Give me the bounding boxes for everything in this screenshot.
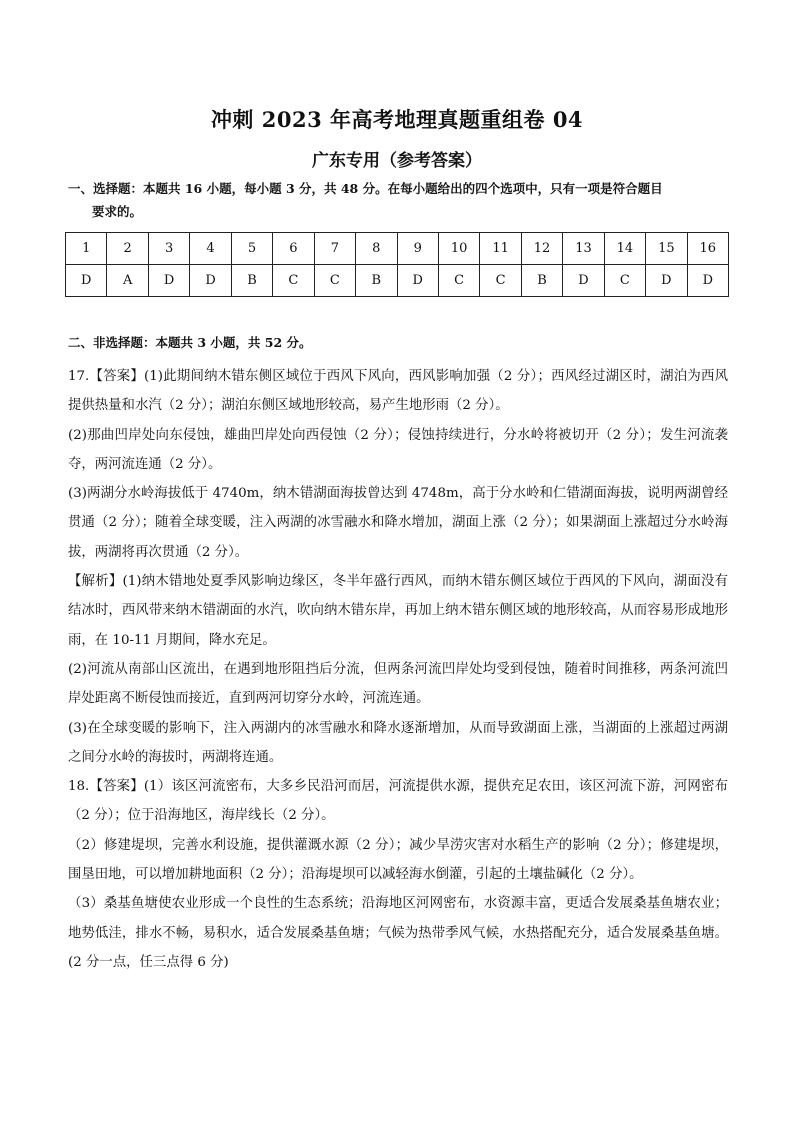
answer-explanations	[68, 362, 728, 977]
answer-cell: D	[397, 265, 438, 297]
question-number-cell: 16	[687, 233, 728, 265]
q17-analysis-part1: 【解析】(1)纳木错地处夏季风影响边缘区，冬半年盛行西风，而纳木错东侧区域位于西风的下风向，湖面没有结冰时，西风带来纳木错湖面的水汽，吹向纳木错东岸，再加上纳木错东侧区域的地形较高，从而容易形成地形雨，在 10-11 月期间，降水充足。	[68, 574, 728, 648]
question-number-cell: 13	[563, 233, 604, 265]
answer-cell: C	[604, 265, 645, 297]
q17-answer-part2: (2)那曲凹岸处向东侵蚀，雄曲凹岸处向西侵蚀（2 分）；侵蚀持续进行，分水岭将被切开（2 分）；发生河流袭夺，两河流连通（2 分）。	[68, 427, 728, 472]
answer-cell: B	[521, 265, 562, 297]
answer-cell: C	[273, 265, 314, 297]
question-number-cell: 4	[190, 233, 231, 265]
question-number-cell: 14	[604, 233, 645, 265]
answer-cell: D	[66, 265, 107, 297]
answer-cell: C	[480, 265, 521, 297]
page-title: 冲刺 2023 年高考地理真题重组卷 04	[210, 107, 584, 132]
question-number-cell: 5	[231, 233, 272, 265]
q18-answer-part2: （2）修建堤坝，完善水利设施，提供灌溉水源（2 分）；减少旱涝灾害对水稻生产的影响（2 分）；修建堤坝，围垦田地，可以增加耕地面积（2 分）；沿海堤坝可以减轻海水倒灌，引起的土壤盐碱化（2 分）。	[68, 837, 728, 883]
section-multiple-choice-header	[68, 177, 728, 223]
question-number-cell: 2	[107, 233, 148, 265]
section1-instructions-line2: 要求的。	[92, 204, 143, 219]
page-subtitle: 广东专用（参考答案）	[312, 151, 482, 171]
answer-cell: A	[107, 265, 148, 297]
question-number-cell: 15	[646, 233, 687, 265]
question-number-row	[66, 233, 729, 265]
question-number-cell: 6	[273, 233, 314, 265]
question-number-cell: 7	[314, 233, 355, 265]
question-number-cell: 11	[480, 233, 521, 265]
q17-analysis-part2: (2)河流从南部山区流出，在遇到地形阻挡后分流，但两条河流凹岸处均受到侵蚀，随着时间推移，两条河流凹岸处距离不断侵蚀而接近，直到两河切穿分水岭，河流连通。	[68, 661, 728, 707]
q17-answer-part3: (3)两湖分水岭海拔低于 4740m，纳木错湖面海拔曾达到 4748m，高于分水岭和仁错湖面海拔，说明两湖曾经贯通（2 分）；随着全球变暖，注入两湖的冰雪融水和降水增加，湖面上涨（2 分）；如果湖面上涨超过分水岭海拔，两湖将再次贯通（2 分）。	[68, 486, 728, 560]
q17-analysis-part3: (3)在全球变暖的影响下，注入两湖内的冰雪融水和降水逐渐增加，从而导致湖面上涨，当湖面的上涨超过两湖之间分水岭的海拔时，两湖将连通。	[68, 720, 728, 765]
answer-cell: D	[687, 265, 728, 297]
question-number-cell: 9	[397, 233, 438, 265]
answer-row	[66, 265, 729, 297]
q18-answer-part1: 18.【答案】(1）该区河流密布，大多乡民沿河而居，河流提供水源，提供充足农田，该区河流下游，河网密布（2 分）；位于沿海地区，海岸线长（2 分）。	[68, 779, 728, 824]
question-number-cell: 10	[438, 233, 479, 265]
answer-cell: B	[356, 265, 397, 297]
answer-cell: D	[563, 265, 604, 297]
q18-answer-part3: （3）桑基鱼塘使农业形成一个良性的生态系统；沿海地区河网密布，水资源丰富，更适合发展桑基鱼塘农业；地势低洼，排水不畅，易积水，适合发展桑基鱼塘；气候为热带季风气候，水热搭配充分，适合发展桑基鱼塘。(2 分一点，任三点得 6 分)	[68, 896, 728, 970]
answer-key-table	[65, 232, 729, 297]
question-number-cell: 12	[521, 233, 562, 265]
answer-cell: D	[646, 265, 687, 297]
answer-cell: D	[190, 265, 231, 297]
section-non-choice-header: 二、非选择题：本题共 3 小题，共 52 分。	[68, 335, 312, 350]
q17-answer-part1: 17.【答案】(1)此期间纳木错东侧区域位于西风下风向，西风影响加强（2 分）；西风经过湖区时，湖泊为西风提供热量和水汽（2 分）；湖泊东侧区域地形较高，易产生地形雨（2 分）。	[68, 369, 728, 414]
answer-cell: B	[231, 265, 272, 297]
answer-cell: D	[148, 265, 189, 297]
question-number-cell: 8	[356, 233, 397, 265]
question-number-cell: 3	[148, 233, 189, 265]
section1-instructions-line1: 一、选择题：本题共 16 小题，每小题 3 分，共 48 分。在每小题给出的四个选项中，只有一项是符合题目	[68, 181, 663, 196]
question-number-cell: 1	[66, 233, 107, 265]
answer-cell: C	[314, 265, 355, 297]
answer-cell: C	[438, 265, 479, 297]
